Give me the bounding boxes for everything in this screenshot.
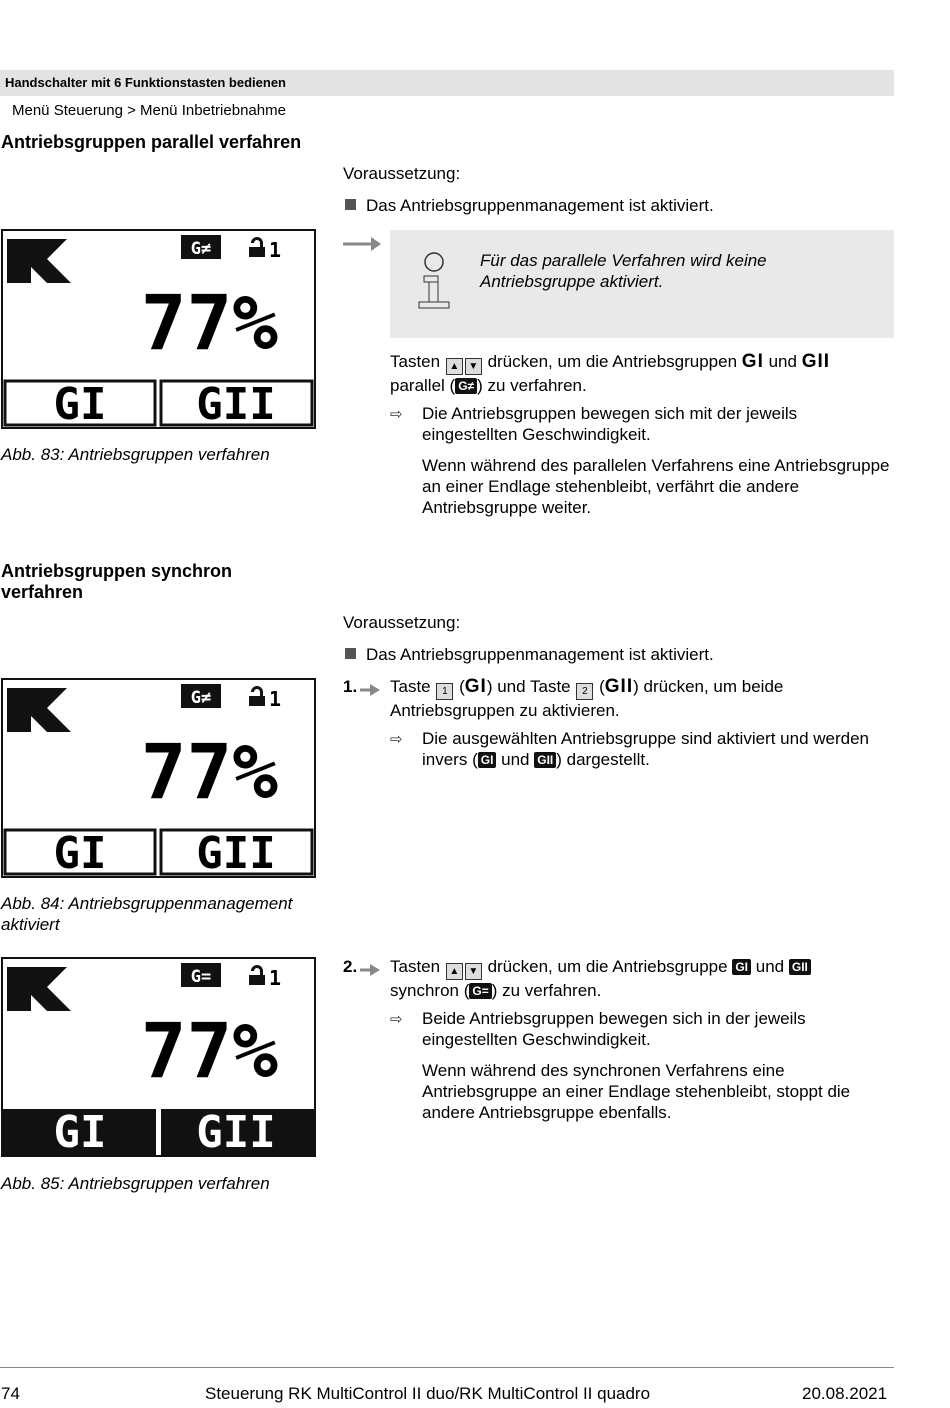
step2-text [390, 956, 895, 1001]
lcd-group2: GII [196, 1107, 276, 1155]
lcd-group2: GII [196, 828, 276, 876]
key-up-icon: ▲ [446, 358, 463, 375]
footer-product: Steuerung RK MultiControl II duo/RK MultiControl II quadro [205, 1384, 651, 1403]
lcd-mode-text: G≠ [190, 688, 212, 708]
g2-inverse-badge: GII [789, 959, 811, 975]
step2-result: Beide Antriebsgruppen bewegen sich in der jeweils eingestellten Geschwindigkeit. [422, 1009, 806, 1049]
lcd-group1: GI [53, 828, 107, 876]
step-text: Tasten [390, 352, 441, 371]
footer-date: 20.08.2021 [802, 1384, 888, 1403]
lcd-lock-number: 1 [269, 966, 282, 990]
step-arrow-icon [360, 683, 382, 702]
step-parallel [390, 351, 895, 396]
info-icon [414, 250, 454, 319]
lcd-lock-number: 1 [269, 687, 282, 711]
group2-symbol: GII [801, 351, 831, 372]
step-text: Tasten [390, 957, 441, 976]
footer-divider [0, 1367, 894, 1368]
bullet-square-icon [345, 648, 356, 659]
key-down-icon: ▼ [465, 963, 482, 980]
step-text: drücken, um die Antriebsgruppen [487, 352, 738, 371]
step-number: 2. [343, 957, 358, 976]
rk-logo-icon [7, 239, 71, 283]
key-2-icon: 2 [576, 683, 593, 700]
key-1-icon: 1 [436, 683, 453, 700]
step1-result [422, 728, 894, 770]
key-down-icon: ▼ [465, 358, 482, 375]
prerequisite-heading: Voraussetzung: [343, 164, 461, 183]
group1-symbol: GI [741, 351, 764, 372]
figure-caption-84: Abb. 84: Antriebsgruppenmanagement aktiviert [1, 894, 293, 934]
lcd-group2: GII [196, 379, 276, 427]
page-number: 74 [1, 1384, 20, 1403]
breadcrumb: Menü Steuerung > Menü Inbetriebnahme [12, 102, 286, 119]
result-arrow-icon: ⇨ [390, 406, 403, 423]
lcd-display-fig83 [1, 229, 316, 429]
lcd-group1: GI [53, 1107, 107, 1155]
chapter-title: Handschalter mit 6 Funktionstasten bedienen [5, 75, 286, 90]
step-text: synchron ( [390, 981, 470, 1000]
note-text: Für das parallele Verfahren wird keine Antriebsgruppe aktiviert. [480, 251, 767, 291]
figure-caption-83: Abb. 83: Antriebsgruppen verfahren [1, 445, 270, 464]
step-text: Taste [390, 677, 431, 696]
arrow-icon [343, 234, 383, 257]
lcd-lock-number: 1 [269, 238, 282, 262]
key-up-icon: ▲ [446, 963, 463, 980]
result-arrow-icon: ⇨ [390, 731, 403, 748]
bullet-square-icon [345, 199, 356, 210]
lcd-group1: GI [53, 379, 107, 427]
g1-inverse-badge: GI [478, 752, 497, 768]
step-text: ( [599, 677, 605, 696]
lock-icon [251, 686, 263, 696]
g-eq-badge: G= [469, 983, 491, 999]
prerequisite-heading: Voraussetzung: [343, 613, 461, 632]
section-title-synchron: Antriebsgruppen synchron verfahren [1, 561, 233, 602]
step-text: und [755, 957, 785, 976]
rk-logo-icon [7, 688, 71, 732]
group1-symbol: GI [464, 676, 487, 697]
lcd-display-fig85 [1, 957, 316, 1157]
lcd-percent: 77% [140, 1006, 278, 1095]
figure-caption-85: Abb. 85: Antriebsgruppen verfahren [1, 1174, 270, 1193]
group2-symbol: GII [604, 676, 634, 697]
step-text: Die ausgewählten Antriebsgruppe sind aktiviert und werden invers ( [422, 729, 869, 769]
step-text: ) und Taste [486, 677, 571, 696]
prerequisite-text: Das Antriebsgruppenmanagement ist aktiviert. [366, 645, 714, 664]
step-text: parallel ( [390, 376, 456, 395]
step-text: ) zu verfahren. [491, 981, 602, 1000]
lock-icon [251, 237, 263, 247]
result-text: Wenn während des parallelen Verfahrens eine Antriebsgruppe an einer Endlage stehenbleibt, verfährt die andere Antriebsgruppe weiter. [422, 456, 890, 517]
step-text: und [501, 750, 530, 769]
step-number: 1. [343, 677, 358, 696]
section-title-parallel: Antriebsgruppen parallel verfahren [1, 132, 302, 152]
step-text: und [768, 352, 797, 371]
rk-logo-icon [7, 967, 71, 1011]
step-text: ) zu verfahren. [477, 376, 587, 395]
g1-inverse-badge: GI [732, 959, 751, 975]
lcd-mode-text: G= [190, 967, 212, 987]
lcd-mode-text: G≠ [190, 239, 212, 259]
step-arrow-icon [360, 963, 382, 982]
prerequisite-text: Das Antriebsgruppenmanagement ist aktiviert. [366, 196, 714, 215]
step-text: drücken, um die Antriebsgruppe [487, 957, 728, 976]
g2-inverse-badge: GII [534, 752, 556, 768]
result-arrow-icon: ⇨ [390, 1011, 403, 1028]
lcd-percent: 77% [140, 278, 278, 367]
g-neq-badge: G≠ [455, 378, 477, 394]
lcd-display-fig84 [1, 678, 316, 878]
step-text: ) drücken, um beide Antriebsgruppen zu aktivieren. [390, 677, 784, 720]
step-text: ( [459, 677, 465, 696]
step2-result: Wenn während des synchronen Verfahrens eine Antriebsgruppe an einer Endlage stehenbleibt, stoppt die andere Antriebsgruppe ebenfalls. [422, 1061, 851, 1122]
lcd-percent: 77% [140, 727, 278, 816]
step1-text [390, 676, 895, 721]
result-text: Die Antriebsgruppen bewegen sich mit der jeweils eingestellten Geschwindigkeit. [422, 404, 798, 444]
lock-icon [251, 965, 263, 975]
step-text: ) dargestellt. [556, 750, 650, 769]
